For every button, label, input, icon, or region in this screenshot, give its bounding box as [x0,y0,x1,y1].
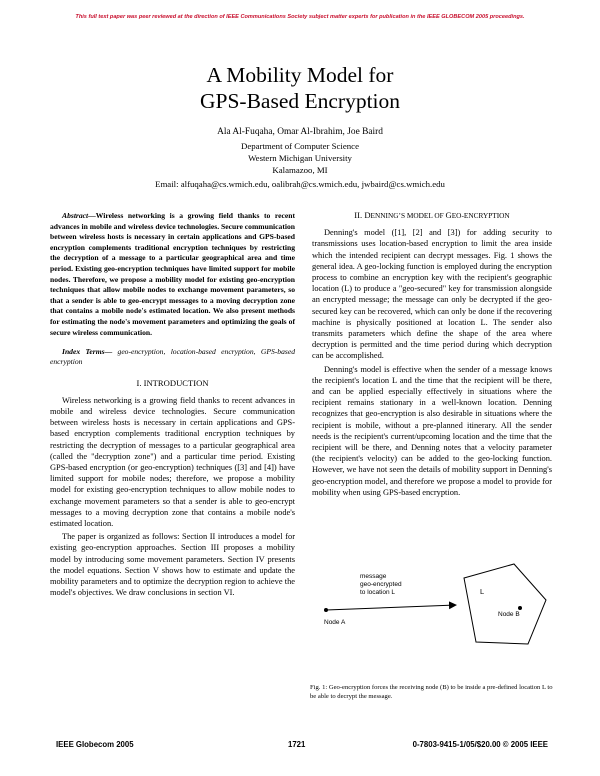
right-column [312,210,552,498]
section-2-paragraph-1: Denning's model ([1], [2] and [3]) for adding security to transmissions uses location-based encryption to limit the area inside which the intended recipient can decrypt messages. Fig. 1 shows the general idea. A geo-locking function is employed during the encryption process to combine an encryption key with the recipient's geographic location (L) to produce a "geo-secured" key for transmission alongside an encrypted message; the message can only be decrypted if the geo-secured key can be recovered, which can only be done if the recovering machine is physically positioned at location L. The sender also transmits parameters which define the shape of the area where decryption is permitted and the time period during which decryption can be accomplished. [312,228,552,361]
section-1-heading: I. INTRODUCTION [136,377,209,388]
affiliation-department: Department of Computer Science [241,141,359,151]
index-terms-text: geo-encryption, location-based encryption, GPS-based encryption [50,347,296,367]
section-2-heading: II. DENNING’S MODEL OF GEO-ENCRYPTION [354,210,510,220]
arrow-label-3: to location L [360,589,396,596]
node-a-dot [324,608,328,612]
affiliation-university: Western Michigan University [248,153,352,163]
title-line-2: GPS-Based Encryption [199,89,401,113]
affiliation-city: Kalamazoo, MI [272,165,328,175]
node-a-label: Node A [324,619,346,626]
abstract-text: —Wireless networking is a growing field thanks to recent advances in mobile and wireless device technologies. Secure communication between wireless hosts is necessary in certain applications and GPS-based encryption complements traditional encryption techniques by restricting the decryption of a message to a particular geographical area and time period. Existing geo-encryption techniques have limited support for mobile nodes. Therefore, we propose a mobility model for existing geo-encryption techniques that allow mobile nodes to exchange movement parameters, so that a sender is able to geo-encrypt messages to a moving decryption zone that contains a mobile node's estimated location. We also present methods for estimating the node's movement parameters and optimizing the goals of secure wireless communication. [50,211,295,337]
node-b-dot [518,606,522,610]
arrow-label-2: geo-encrypted [360,581,402,588]
footer-page-number: 1721 [288,740,306,749]
section-1-paragraph-1: Wireless networking is a growing field thanks to recent advances in mobile and wireless device technologies. Secure communication between wireless hosts is necessary in certain applications and GPS-based encryption complements traditional encryption techniques by restricting the decryption of messages to a particular geographical area (called the "decryption zone") and a particular time period. Existing GPS-based encryption (or geo-encryption) techniques ([3] and [4]) have limited support for mobile nodes; therefore, we propose a mobility model for existing geo-encryption techniques to allow mobile nodes to exchange movement parameters so that a sender is able to geo-encrypt messages to a moving decryption zone that contains a mobile node's estimated location. [50,395,295,528]
figure-1-diagram [316,560,552,660]
index-terms: Index Terms— geo-encryption, location-based encryption, GPS-based encryption [50,347,296,367]
section-2-paragraph-2: Denning's model is effective when the sender of a message knows the recipient's location L and the time that the recipient will be there, and can be applied especially effectively in situations where the recipient remains stationary in a well-known location. Denning recognizes that geo-encryption is also desirable in situations where the recipient is mobile, without a pre-planned itinerary. All the sender needs is the recipient's current/upcoming location and the time that the recipient will be there, and Denning notes that a velocity parameter (the recipient's velocity) can be added to the geo-locking function. However, we have not seen the details of mobility support in Denning's geo-encryption model, and therefore we propose a model to provide for mobility when using GPS-based encryption. [312,364,552,497]
title-line-1: A Mobility Model for [206,63,394,87]
abstract [50,211,295,338]
section-1-paragraph-2: The paper is organized as follows: Section II introduces a model for existing geo-encryption approaches. Section III proposes a mobility model by introducing some movement parameters. Section IV presents the model equations. Section V shows how to estimate and update the mobility parameters and to optimize the decryption region to achieve the model's objectives. We draw conclusions in section VI. [50,532,295,598]
footer-conference: IEEE Globecom 2005 [56,740,134,749]
node-b-label: Node B [498,611,520,618]
location-l-label: L [480,587,485,596]
author-list: Ala Al-Fuqaha, Omar Al-Ibrahim, Joe Baird [217,127,383,137]
left-column [50,211,295,598]
affiliation-email: Email: alfuqaha@cs.wmich.edu, oalibrah@cs.wmich.edu, jwbaird@cs.wmich.edu [155,179,445,189]
arrow-label-1: message [360,573,387,580]
peer-review-note: This full text paper was peer reviewed at the direction of IEEE Communications Society subject matter experts for publication in the IEEE GLOBECOM 2005 proceedings. [75,14,525,20]
message-arrow [326,605,456,610]
footer-copyright: 0-7803-9415-1/05/$20.00 © 2005 IEEE [412,740,548,749]
location-l-region [464,564,546,644]
figure-1-caption: Fig. 1: Geo-encryption forces the receiving node (B) to be inside a pre-defined location L to be able to decrypt the message. [310,684,553,700]
paper-title [0,62,600,114]
abstract-lead: Abstract [62,211,89,220]
index-terms-lead: Index Terms [62,347,105,357]
